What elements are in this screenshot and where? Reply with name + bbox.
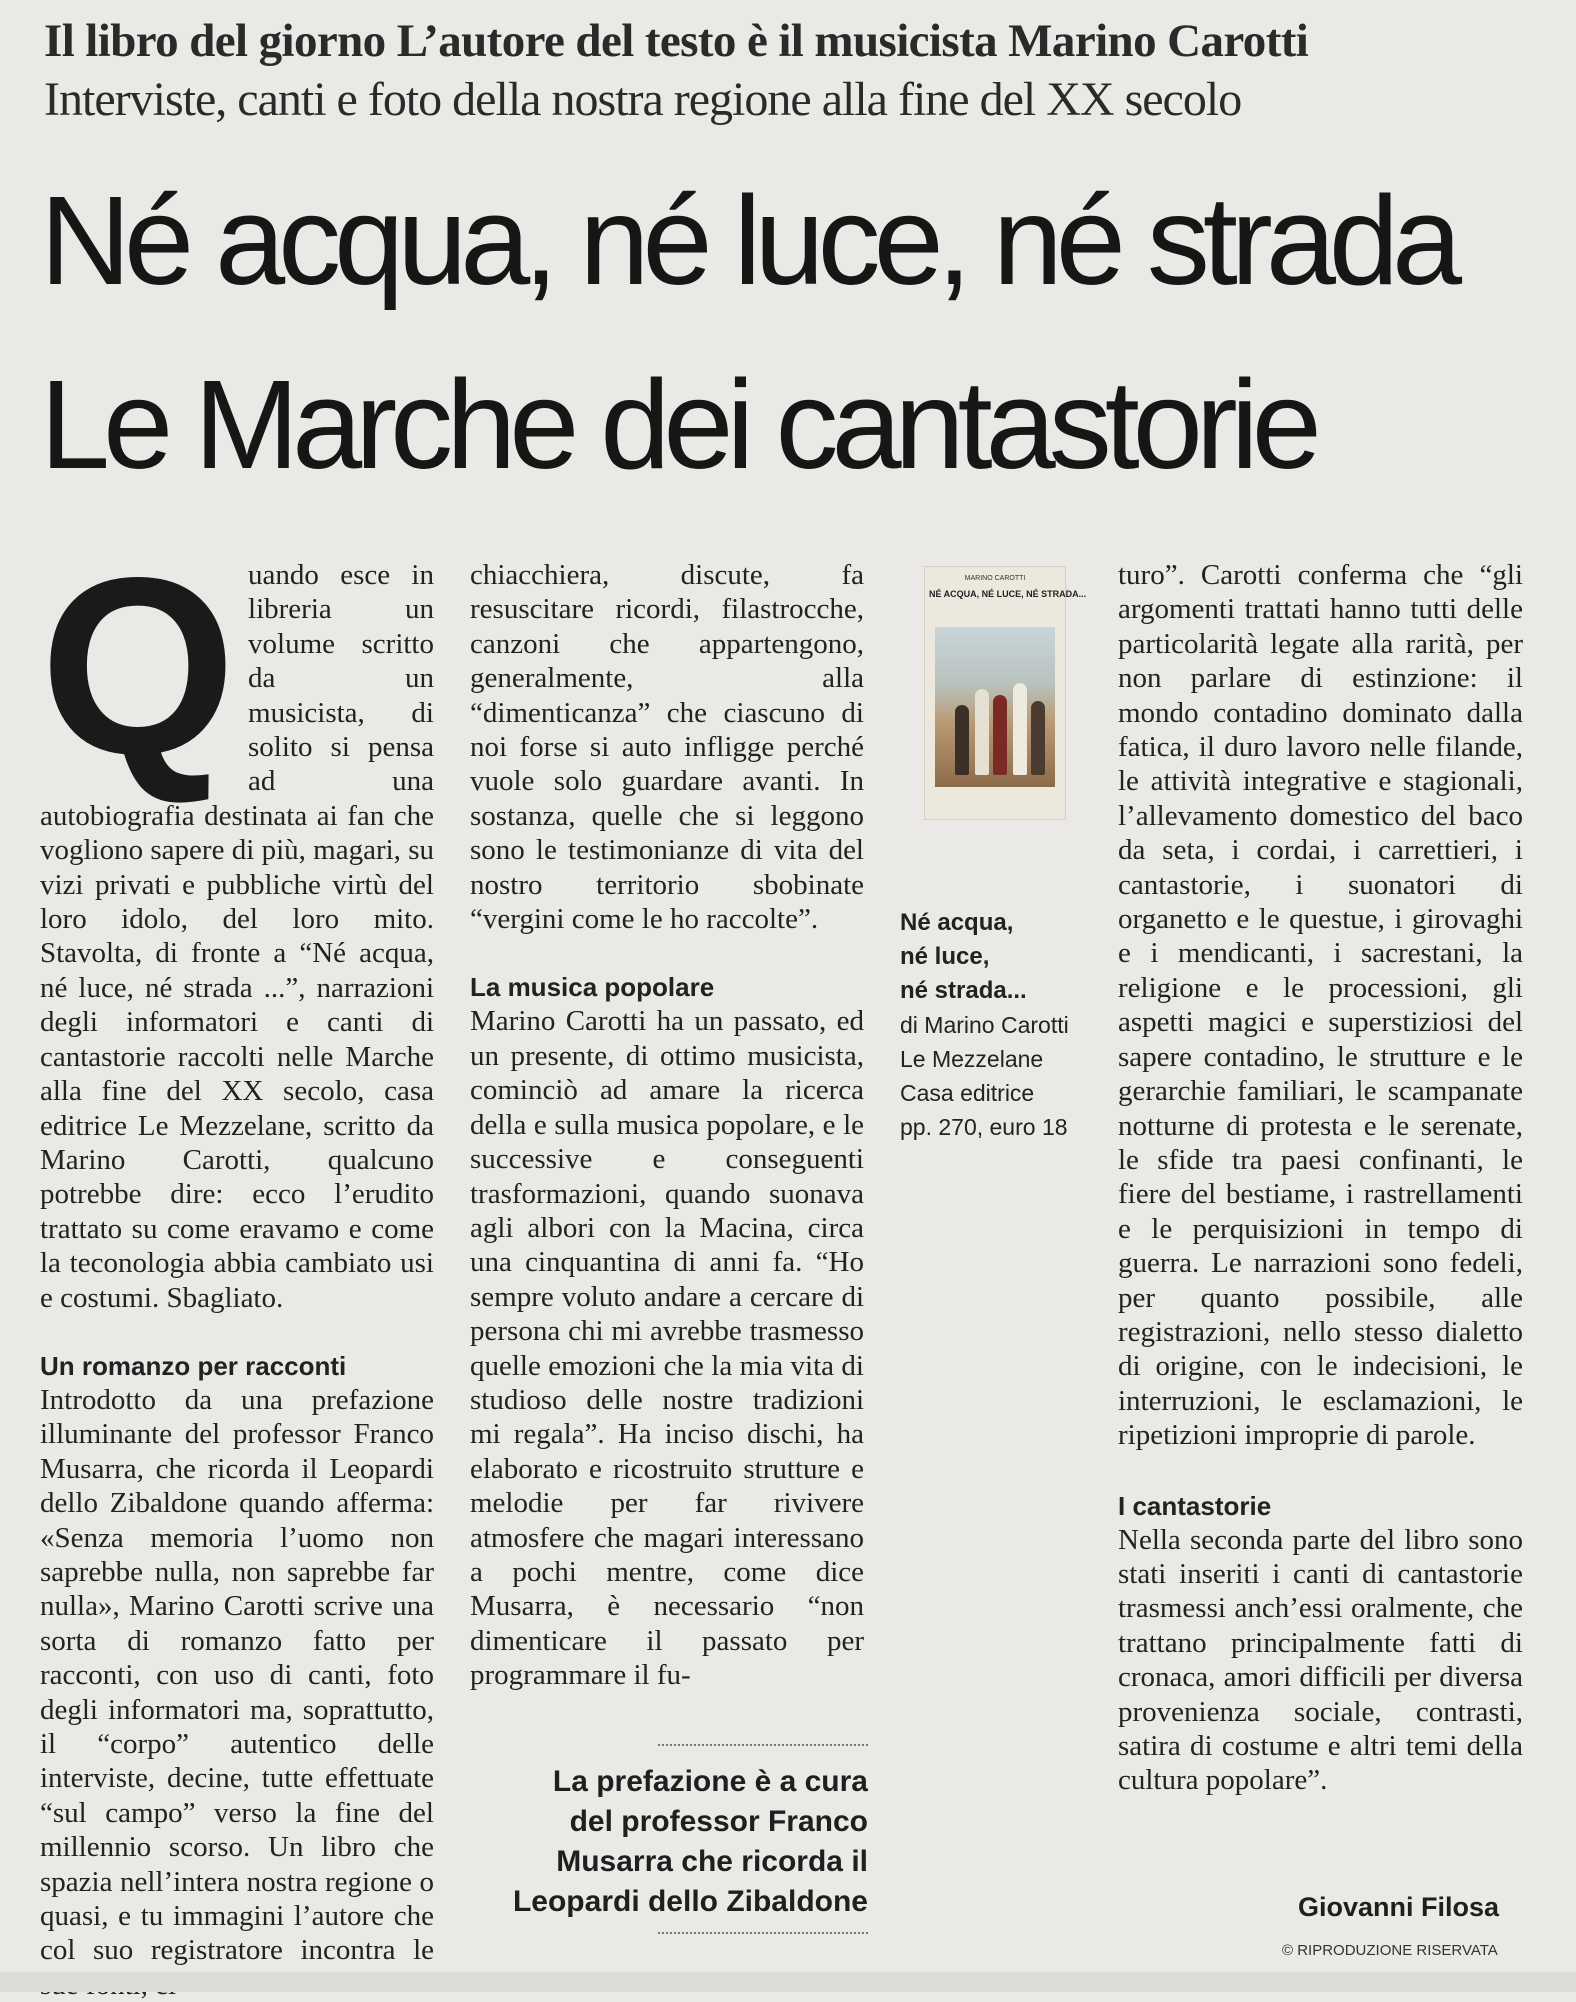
column-2 — [470, 558, 864, 1693]
pullquote — [466, 1762, 868, 1922]
cover-figure — [993, 695, 1007, 775]
subheading-cantastorie: I cantastorie — [1118, 1490, 1272, 1521]
author-signature: Giovanni Filosa — [1298, 1892, 1500, 1922]
caption-author: di Marino Carotti — [900, 1012, 1069, 1038]
caption-title-2: né luce, — [900, 943, 990, 970]
pullquote-line: La prefazione è a cura — [552, 1765, 868, 1798]
column-3 — [1118, 558, 1523, 1798]
pullquote-line: Musarra che ricorda il — [556, 1845, 868, 1878]
cover-figure — [975, 689, 989, 775]
cover-author: MARINO CAROTTI — [964, 575, 1026, 582]
headline-line-1: Né acqua, né luce, né strada — [40, 170, 1456, 311]
cover-figure — [1013, 683, 1027, 775]
page-edge — [0, 1972, 1576, 1992]
cover-photo — [935, 627, 1055, 787]
paragraph-musica-continued: turo”. Carotti conferma che “gli argomenti trattati hanno tutti delle particolarità legate alla rarità, per non parlare di estinzione: il mondo contadino dominato dalla fatica, il duro lavoro nelle filande, le attività integrative e stagionali, l’allevamento domestico del baco da seta, i cordai, i carrettieri, i cantastorie, i suonatori di organetto e le questue, i girovaghi e i mendicanti, i sacrestani, la religione e le processioni, gli aspetti magici e superstiziosi del sapere contadino, le strutture e le gerarchie familiari, le scampanate notturne di protesta e le serenate, le sfide tra paesi confinanti, le fiere del bestiame, i rastrellamenti e le perquisizioni in tempo di guerra. Le narrazioni sono fedeli, per quanto possibile, alle registrazioni, nello stesso dialetto di origine, con le indecisioni, le interruzioni, le esclamazioni, le ripetizioni improprie di parole. — [1118, 559, 1523, 1452]
cover-figure — [1031, 701, 1045, 775]
caption-publisher-type: Casa editrice — [900, 1080, 1035, 1106]
column-1 — [40, 526, 434, 2002]
book-cover-image — [924, 566, 1087, 820]
subkicker: Interviste, canti e foto della nostra regione alla fine del XX secolo — [44, 73, 1242, 126]
paragraph-romanzo-continued: chiacchiera, discute, fa resuscitare ricordi, filastrocche, canzoni che appartengono, generalmente, alla “dimenticanza” che ciascuno di noi forse si auto infligge perché vuole solo guardare avanti. In sostanza, quelle che si leggono sono le testimonianze di vita del nostro territorio sbobinate “vergini come le ho raccolte”. — [470, 559, 864, 936]
copyright-notice: © RIPRODUZIONE RISERVATA — [1282, 1942, 1498, 1959]
pullquote-line: Leopardi dello Zibaldone — [512, 1885, 868, 1918]
subheading-romanzo: Un romanzo per racconti — [40, 1350, 347, 1381]
paragraph-musica: Marino Carotti ha un passato, ed un presente, di ottimo musicista, cominciò ad amare la ricerca della e sulla musica popolare, e le successive e conseguenti trasformazioni, quando suonava agli albori con la Macina, circa una cinquantina di anni fa. “Ho sempre voluto andare a cercare di persona chi mi avrebbe trasmesso quelle emozioni che la mia vita di studioso delle nostre tradizioni mi regala”. Ha inciso dischi, ha elaborato e ricostruito strutture e melodie per far rivivere atmosfere che magari interessano a pochi mentre, come dice Musarra, è necessario “non dimenticare il passato per programmare il fu- — [470, 1005, 864, 1692]
caption-title-3: né strada... — [900, 977, 1027, 1004]
paragraph-romanzo: Introdotto da una prefazione illuminante del professor Franco Musarra, che ricorda il Leopardi dello Zibaldone quando afferma: «Senza memoria l’uomo non saprebbe nulla, non saprebbe far nulla», Marino Carotti scrive una sorta di romanzo fatto per racconti, con uso di canti, foto degli informatori ma, soprattutto, il “corpo” autentico delle interviste, decine, tutte effettuate “sul campo” verso la fine del millennio scorso. Un libro che spazia nell’intera nostra regione o quasi, e tu immagini l’autore che col suo registratore incontra le — [40, 1383, 434, 1967]
drop-cap: Q — [40, 526, 237, 807]
pullquote-line: del professor Franco — [569, 1805, 868, 1838]
book-caption — [900, 906, 1110, 1144]
caption-details: pp. 270, euro 18 — [900, 1114, 1068, 1140]
subheading-musica: La musica popolare — [470, 972, 715, 1003]
pullquote-rule-bottom — [658, 1932, 868, 1934]
kicker: Il libro del giorno L’autore del testo è il musicista Marino Carotti — [44, 15, 1309, 67]
cover-figure — [955, 705, 969, 775]
paragraph-intro: uando esce in libreria un volume scritto da un musicista, di solito si pensa ad una autobiografia destinata ai fan che vogliono sapere di più, magari, su vizi privati e pubbliche virtù del loro idolo, del loro mito. Stavolta, di fronte a “Né acqua, né luce, né strada ...”, narrazioni degli informatori e canti di cantastorie raccolti nelle Marche alla fine del XX secolo, casa editrice Le Mezzelane, scritto da Marino Carotti, qualcuno potrebbe dire: ecco l’erudito trattato su come eravamo e come la teconologia abbia cambiato usi e costumi. Sbagliato. — [40, 559, 434, 1314]
caption-publisher: Le Mezzelane — [900, 1046, 1044, 1072]
pullquote-rule-top — [658, 1744, 868, 1746]
caption-title-1: Né acqua, — [900, 909, 1014, 936]
cover-title: NÉ ACQUA, NÉ LUCE, NÉ STRADA... — [929, 589, 1087, 599]
paragraph-cantastorie: Nella seconda parte del libro sono stati inseriti i canti di cantastorie trasmessi anch’essi oralmente, che trattano principalmente fatti di cronaca, amori difficili per diversa provenienza sociale, contrasti, satira di costume e altri temi della cultura popolare”. — [1118, 1523, 1523, 1797]
headline-line-2: Le Marche dei cantastorie — [40, 354, 1315, 495]
